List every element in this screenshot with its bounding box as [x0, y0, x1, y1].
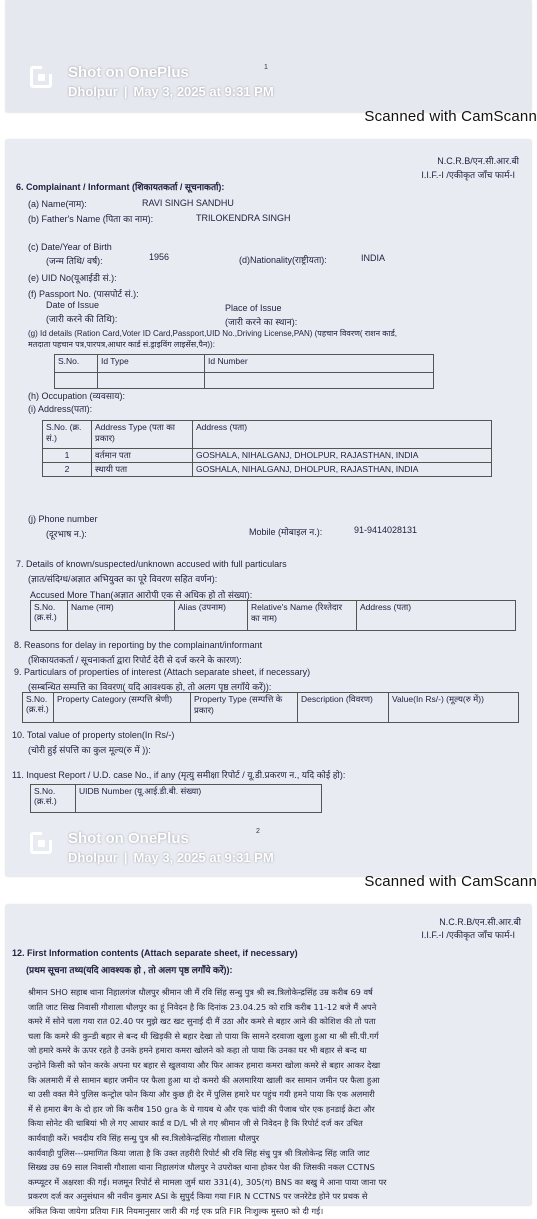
- accused-header-relative: Relative's Name (रिश्तेदार का नाम): [248, 601, 357, 631]
- accused-more-than-label: Accused More Than(अज्ञात आरोपी एक से अधिक हो तो संख्या):: [30, 590, 253, 600]
- complainant-heading: 6. Complainant / Informant (शिकायतकर्ता / सूचनाकर्ता):: [16, 182, 225, 192]
- watermark-title: Shot on OnePlus: [68, 830, 189, 847]
- fir-line: किया सोनेट की चाबियां भी ले गए आधार कार्ड व D/L भी ले गए श्रीमान जी से निवेदन है कि रिपोर्ट दर्ज कर उचित: [28, 1118, 363, 1129]
- document-page-2: [6, 140, 531, 876]
- accused-header-sno: S.No. (क्र.सं.): [31, 601, 68, 631]
- mobile-value: 91-9414028131: [354, 525, 418, 535]
- property-table: [22, 692, 519, 723]
- form-name: I.I.F.-I /एकीकृत जाँच फार्म-I: [421, 930, 515, 940]
- accused-heading-hindi: (ज्ञात/संदिग्ध/अज्ञात अभियुक्त का पूरे विवरण सहित वर्णन):: [28, 574, 218, 584]
- accused-header-alias: Alias (उपनाम): [175, 601, 248, 631]
- fir-line: कि अलमारी में से सामान बहार जमीन पर फैला हुआ था दो कमरो की अलमारिया खाली कर सामान जमीन पर फैला हुआ: [28, 1074, 380, 1085]
- form-code: N.C.R.B/एन.सी.आर.बी: [439, 917, 521, 927]
- dob-value: 1956: [149, 252, 170, 262]
- fir-line: जो हमारे कमरे के ऊपर रहते है उनके हमने हमारा कमरा खोलने को कहा तो पाया कि उनका घर भी बहार से बन्द था: [28, 1045, 367, 1056]
- inquest-header-uidb: UIDB Number (यू.आई.डी.बी. संख्या): [76, 785, 322, 813]
- property-header-category: Property Category (सम्पत्ति श्रेणी): [54, 693, 191, 723]
- table-row: 1 वर्तमान पता GOSHALA, NIHALGANJ, DHOLPUR, RAJASTHAN, INDIA: [43, 449, 492, 463]
- page-number: 2: [256, 828, 260, 835]
- fir-line: प्रकरण दर्ज कर अनुसंधान श्री नवीन कुमार ASI के सुपुर्द किया गया FIR N CCTNS पर जनरेटेड होने पर प्रथक से: [28, 1191, 368, 1202]
- id-table-header-sno: S.No.: [55, 355, 98, 373]
- total-value-heading-hindi: (चोरी हुई संपत्ति का कुल मूल्य(रु में )):: [28, 745, 151, 755]
- place-of-issue-hindi: (जारी करने का स्थान):: [225, 317, 298, 327]
- fir-line: चला कि कमरे की कुन्डी बहार से बन्द थी खिड़की से बहार देखा तो पाया कि सामने दरवाजा खुला हुआ था श्री सी.पी.गर्ग: [28, 1030, 379, 1041]
- accused-heading: 7. Details of known/suspected/unknown accused with full particulars: [16, 559, 287, 569]
- fir-line: कार्यवाही पुलिस---प्रमाणित किया जाता है कि उक्त तहरीरी रिपोर्ट श्री रवि सिंह संधु पुत्र श्री त्रिलोकेन्द्र सिंह जाति जाट: [28, 1147, 370, 1158]
- watermark-subtitle: Dholpur | May 3, 2025 at 9:31 PM: [68, 850, 274, 865]
- fir-line: अंकित किया जायेगा प्रतिया FIR नियमानुसार जारी की गई एक प्रति FIR निःशुल्क मुस्त0 को दी गई।: [28, 1205, 324, 1216]
- property-heading: 9. Particulars of properties of interest (Attach separate sheet, if necessary): [14, 667, 311, 677]
- property-header-sno: S.No. (क्र.सं.): [23, 693, 54, 723]
- address-header-sno: S.No. (क्र. सं.): [43, 421, 92, 449]
- passport-label: (f) Passport No. (पासपोर्ट सं.):: [28, 289, 139, 299]
- delay-heading: 8. Reasons for delay in reporting by the complainant/informant: [14, 640, 263, 650]
- address-label: (i) Address(पता):: [28, 404, 93, 414]
- id-details-label: (g) Id details (Ration Card,Voter ID Card,Passport,UID No.,Driving License,PAN) (पहचान विवरण( राशन कार्ड,: [28, 329, 397, 338]
- fir-heading-hindi: (प्रथम सूचना तथ्य(यदि आवश्यक हो , तो अलग पृष्ठ लगाँये करें)):: [26, 965, 233, 975]
- name-value: RAVI SINGH SANDHU: [142, 198, 234, 208]
- occupation-label: (h) Occupation (व्यवसाय):: [28, 391, 125, 401]
- dob-label: (c) Date/Year of Birth: [28, 242, 112, 252]
- property-header-description: Description (विवरण): [298, 693, 389, 723]
- fir-line: जाति जाट सिख निवासी गौशाला धौलपुर का हूं निवेदन है कि दिनांक 23.04.25 को रात्रि करीब 11-12 बजे मैं अपने: [28, 1001, 377, 1012]
- page-number: 1: [264, 64, 268, 71]
- fir-line: में से हमारा बैग के दो हार जो कि करीब 150 gra के थे गायब थे और एक चांदी की पैजाब चोर एक हनडाई क्रेटा और: [28, 1103, 375, 1114]
- fir-line: कार्यवाही करें। भवदीय रवि सिंह सन्धु पुत्र श्री स्व.त्रिलोकेन्द्रसिंह गौशाला धौलपुर: [28, 1132, 260, 1143]
- property-heading-hindi: (सम्बन्धित सम्पत्ति का विवरण( यदि आवश्यक हो, तो अलग पृष्ठ लगाँये करें)):: [28, 682, 272, 692]
- address-header-address: Address (पता): [193, 421, 492, 449]
- dob-label-hindi: (जन्म तिथि/ वर्ष):: [46, 256, 103, 266]
- watermark-title: Shot on OnePlus: [68, 64, 189, 81]
- document-page-3: [6, 905, 531, 1216]
- mobile-label: Mobile (मोबाइल न.):: [249, 527, 323, 537]
- delay-heading-hindi: (शिकायतकर्ता / सूचनाकर्ता द्वारा रिपोर्ट देरी से दर्ज करने के कारण):: [28, 655, 242, 665]
- scanner-label: Scanned with CamScann: [364, 873, 537, 890]
- oneplus-logo-icon: [28, 64, 54, 90]
- fir-heading: 12. First Information contents (Attach separate sheet, if necessary): [12, 948, 298, 958]
- inquest-header-sno: S.No. (क्र.सं.): [31, 785, 76, 813]
- oneplus-logo-icon: [28, 830, 54, 856]
- fir-line: उन्होने किसी को फोन करके अपना घर बहार से खुलवाया और फिर आकर हमारा कमरा खोला कमरे से बहार आकर देखा: [28, 1059, 381, 1070]
- father-name-label: (b) Father's Name (पिता का नाम):: [28, 214, 154, 224]
- document-page-1: [6, 0, 531, 112]
- inquest-heading: 11. Inquest Report / U.D. case No., if any (मृत्यु समीक्षा रिपोर्ट / यू.डी.प्रकरण न., यदि कोई हो):: [12, 770, 346, 780]
- property-header-type: Property Type (सम्पत्ति के प्रकार): [191, 693, 298, 723]
- fir-contents: [28, 985, 512, 1219]
- name-label: (a) Name(नाम):: [28, 199, 87, 209]
- phone-label-hindi: (दूरभाष न.):: [46, 529, 87, 539]
- fir-line: कमरे में सोने चला गया रात 02.40 पर मुझे खट खट सुनाई दी मैं उठा और कमरे से बहार आने की कोशिश की तो पता: [28, 1016, 376, 1027]
- nationality-label: (d)Nationality(राष्ट्रीयता):: [239, 255, 327, 265]
- id-table-header-type: Id Type: [98, 355, 205, 373]
- total-value-heading: 10. Total value of property stolen(In Rs/-): [12, 730, 175, 740]
- date-of-issue-label: Date of Issue: [46, 300, 100, 310]
- inquest-table: [30, 784, 322, 813]
- form-name: I.I.F.-I /एकीकृत जाँच फार्म-I: [421, 170, 515, 180]
- property-header-value: Value(In Rs/-) (मूल्य(रु में)): [389, 693, 519, 723]
- fir-line: सिख्ख उम्र 69 साल निवासी गौशाला थाना निहालगंज धौलपुर ने उपरोक्त थाना होकर पेश की जिसकी नकल CCTNS: [28, 1162, 375, 1173]
- oneplus-watermark: [28, 64, 280, 99]
- date-of-issue-hindi: (जारी करने की तिथि):: [46, 314, 118, 324]
- watermark-subtitle: Dholpur | May 3, 2025 at 9:31 PM: [68, 84, 274, 99]
- fir-line: श्रीमान SHO सहाब थाना निहालगंज धौलपुर श्रीमान जी मैं रवि सिंह सन्धु पुत्र श्री स्व.त्रिलोकेन्द्रसिंह उम्र करीब 69 वर्ष: [28, 987, 373, 997]
- accused-header-address: Address (पता): [357, 601, 516, 631]
- address-table: [42, 420, 492, 477]
- place-of-issue-label: Place of Issue: [225, 303, 282, 313]
- address-header-type: Address Type (पता का प्रकार): [92, 421, 193, 449]
- id-details-table: [54, 354, 434, 389]
- scanner-label: Scanned with CamScann: [364, 108, 537, 125]
- fir-line: कम्प्यूटर में अक्षरशः की गई। मजमून रिपोर्ट से मामला जुर्म धारा 331(4), 305(ग) BNS का बखु मे आना पाया जाना पर: [28, 1176, 387, 1187]
- form-code: N.C.R.B/एन.सी.आर.बी: [437, 156, 519, 166]
- table-row: 2 स्थायी पता GOSHALA, NIHALGANJ, DHOLPUR, RAJASTHAN, INDIA: [43, 463, 492, 477]
- father-name-value: TRILOKENDRA SINGH: [196, 213, 291, 223]
- id-details-label-2: मतदाता पहचान पत्र,पारपत्र,आधार कार्ड सं.ड्राइविंग लाइसेंस,पैन)):: [28, 340, 215, 349]
- uid-label: (e) UID No(यूआईडी सं.):: [28, 273, 117, 283]
- fir-line: था उसी वक्त मैने पुलिस कन्ट्रोल फोन किया और कुछ ही देर में पुलिस हमारे घर पहुंच गयी हमने पाया कि एक अलमारी: [28, 1089, 375, 1100]
- phone-label: (j) Phone number: [28, 514, 98, 524]
- id-table-header-number: Id Number: [205, 355, 434, 373]
- accused-table: [30, 600, 516, 631]
- nationality-value: INDIA: [361, 253, 386, 263]
- accused-header-name: Name (नाम): [68, 601, 175, 631]
- oneplus-watermark: [28, 830, 280, 865]
